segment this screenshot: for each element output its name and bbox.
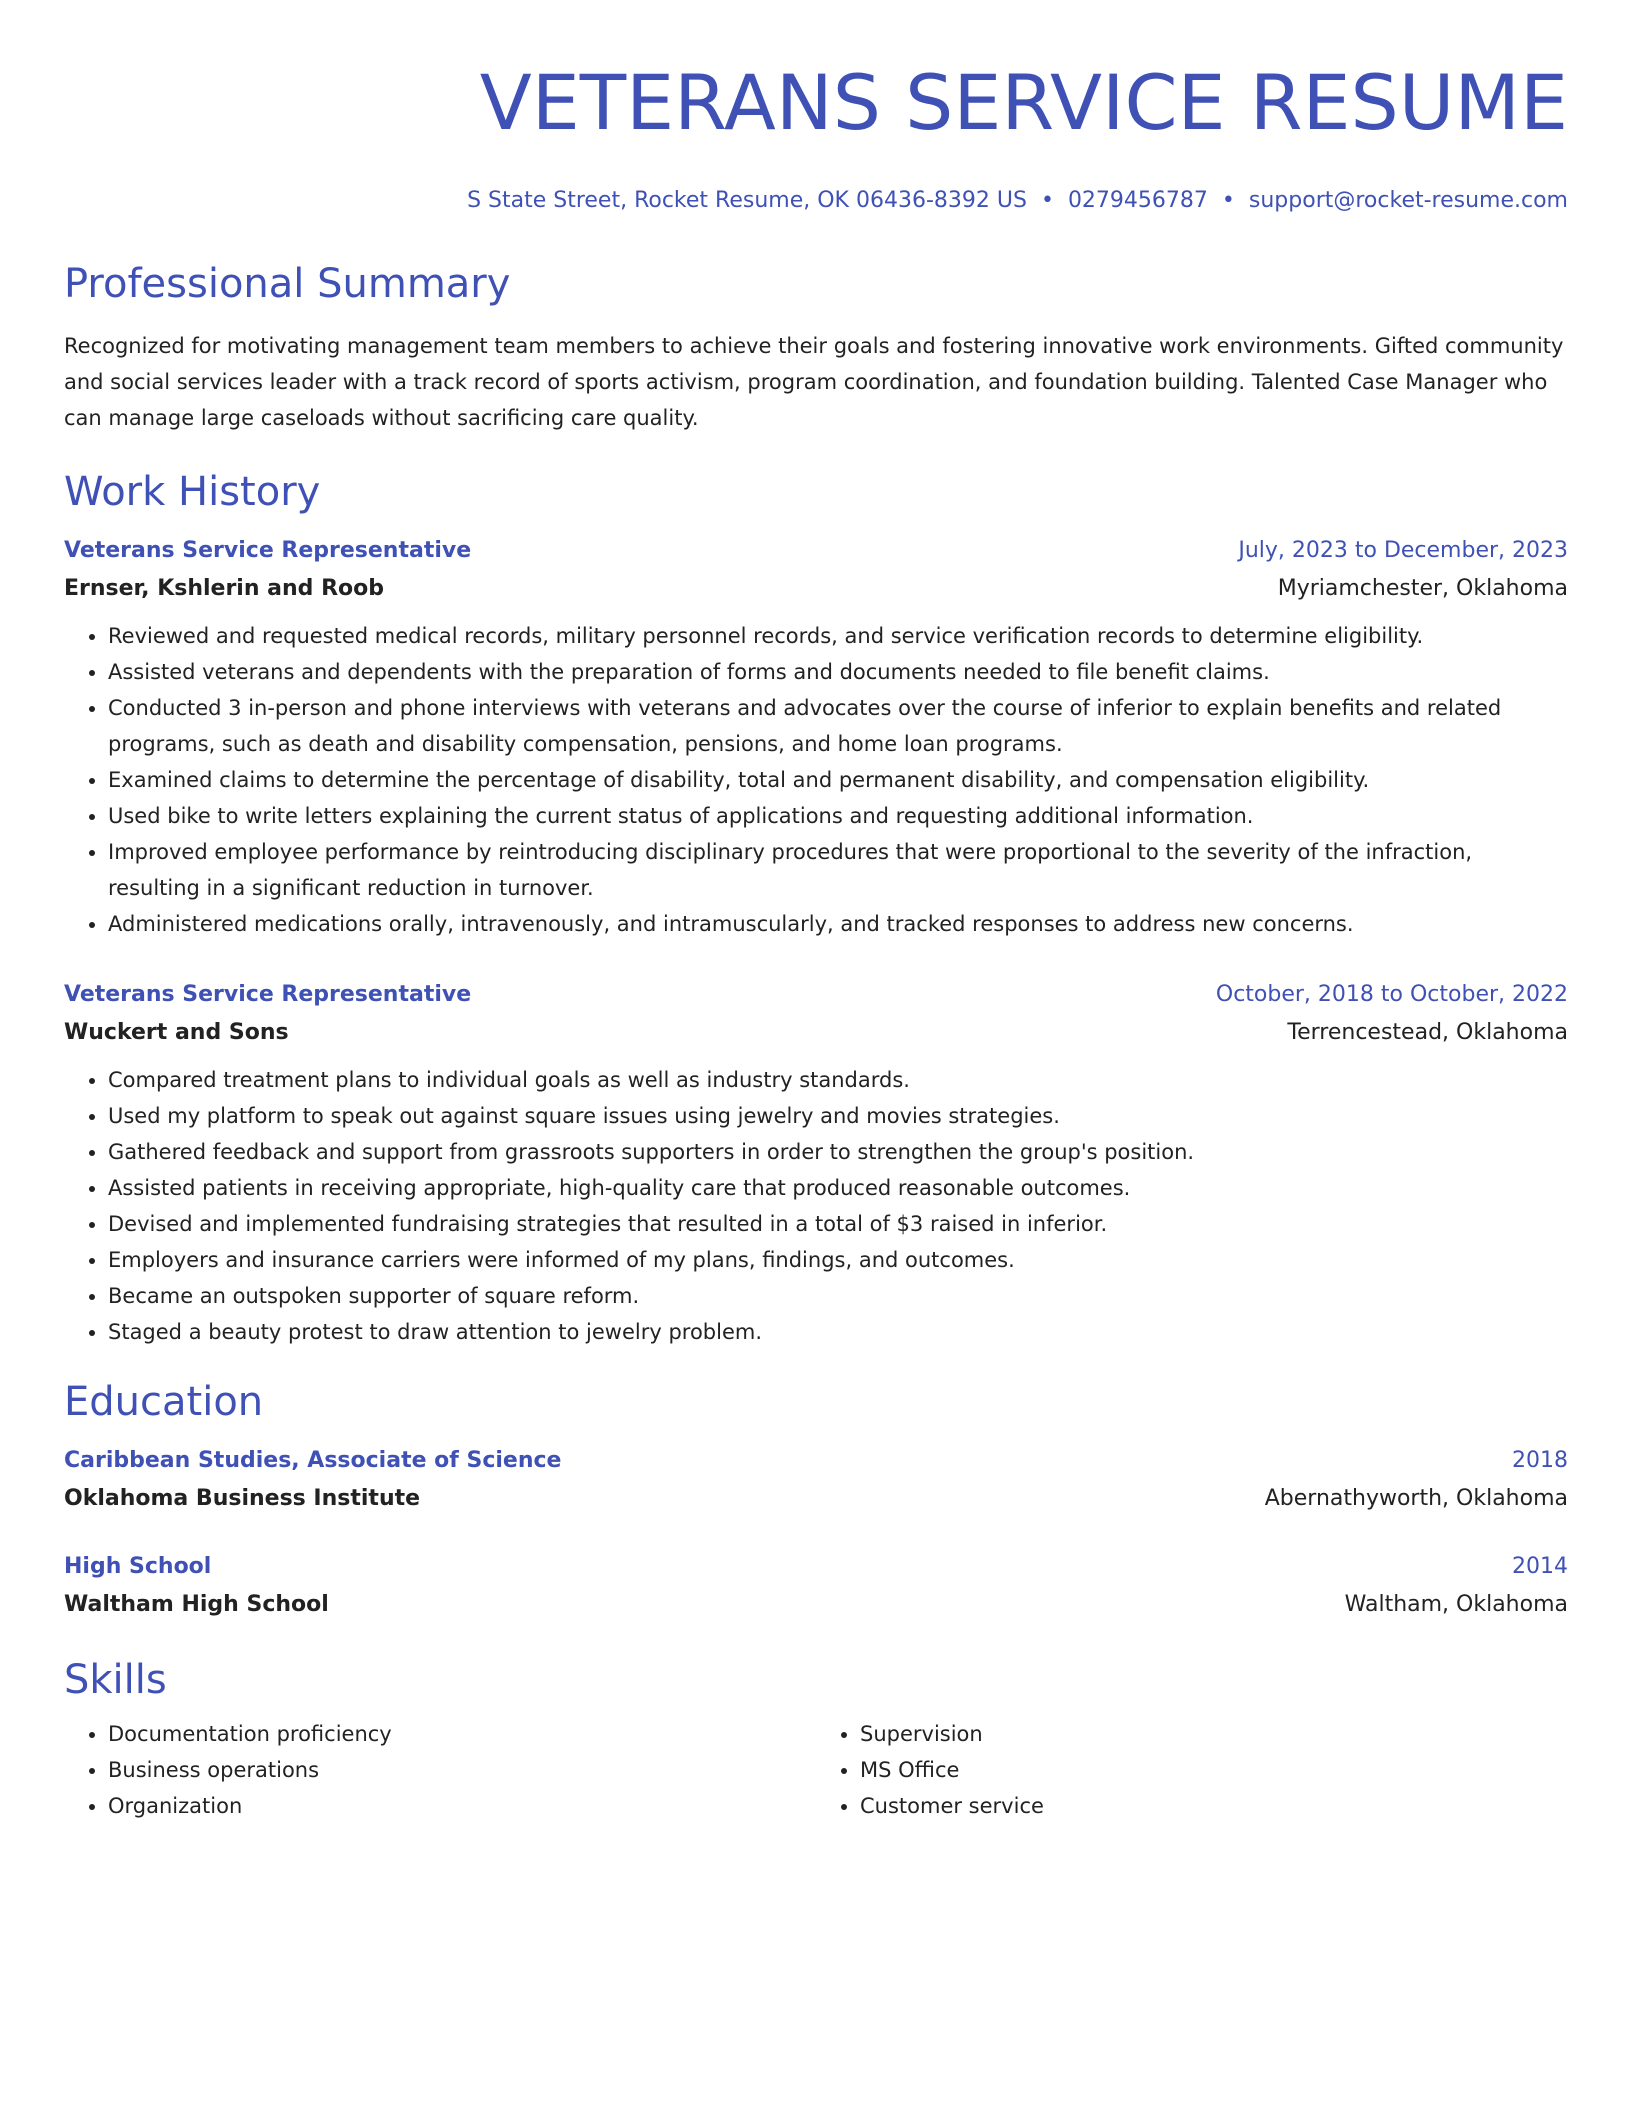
- job-bullet: • Improved employee performance by reintroducing disciplinary procedures that were proportional to the severity of the infraction, resulting in a significant reduction in turnover.: [108, 834, 1568, 906]
- education-school: Waltham High School: [64, 1592, 329, 1617]
- summary-text: Recognized for motivating management team members to achieve their goals and fostering innovative work environments. Gifted community and social services leader with a track record of sports activism, program coordination, and foundation building. Talented Case Manager who can manage large caseloads without sacrificing care quality.: [64, 334, 1564, 430]
- education-year: 2014: [1512, 1554, 1568, 1579]
- job-employer-row: [64, 1014, 1568, 1052]
- job-bullet: • Assisted patients in receiving appropriate, high-quality care that produced reasonable outcomes.: [108, 1170, 1568, 1206]
- contact-phone: 0279456787: [1067, 188, 1208, 213]
- job-bullets: [64, 618, 1568, 942]
- education-school: Oklahoma Business Institute: [64, 1486, 421, 1511]
- skills-column-left: [64, 1716, 816, 1824]
- job-bullet: • Reviewed and requested medical records, military personnel records, and service verification records to determine eligibility.: [108, 618, 1568, 654]
- education-location: Waltham, Oklahoma: [1344, 1592, 1568, 1617]
- contact-separator: •: [1221, 188, 1235, 213]
- education-entry: [64, 1548, 1568, 1624]
- job-title: Veterans Service Representative: [64, 982, 472, 1007]
- job-employer: Wuckert and Sons: [64, 1020, 289, 1045]
- contact-address: S State Street, Rocket Resume, OK 06436-8392 US: [467, 188, 1027, 213]
- job-location: Myriamchester, Oklahoma: [1277, 576, 1568, 601]
- job-entry: [64, 532, 1568, 942]
- job-location: Terrencestead, Oklahoma: [1287, 1020, 1568, 1045]
- education-degree-row: [64, 1548, 1568, 1586]
- job-bullet: • Gathered feedback and support from grassroots supporters in order to strengthen the group's position.: [108, 1134, 1568, 1170]
- contact-line: [64, 186, 1568, 216]
- job-bullet: • Staged a beauty protest to draw attention to jewelry problem.: [108, 1314, 1568, 1350]
- skills-column-right: [816, 1716, 1568, 1824]
- job-dates: July, 2023 to December, 2023: [1238, 538, 1568, 563]
- job-title: Veterans Service Representative: [64, 538, 472, 563]
- job-dates: October, 2018 to October, 2022: [1215, 982, 1568, 1007]
- skills-list: [64, 1716, 1568, 1824]
- education-degree: Caribbean Studies, Associate of Science: [64, 1448, 562, 1473]
- job-bullet: • Conducted 3 in-person and phone interviews with veterans and advocates over the course of inferior to explain benefits and related programs, such as death and disability compensation, pensions, and home loan programs.: [108, 690, 1568, 762]
- education-location: Abernathyworth, Oklahoma: [1264, 1486, 1568, 1511]
- education-entry: [64, 1442, 1568, 1518]
- resume-title: VETERANS SERVICE RESUME: [479, 58, 1568, 147]
- education-heading: Education: [64, 1379, 264, 1425]
- job-bullet: • Became an outspoken supporter of square reform.: [108, 1278, 1568, 1314]
- job-employer-row: [64, 570, 1568, 608]
- job-bullet: • Employers and insurance carriers were informed of my plans, findings, and outcomes.: [108, 1242, 1568, 1278]
- work-history-heading: Work History: [64, 469, 321, 515]
- skill-item: • Customer service: [860, 1788, 1568, 1824]
- job-bullet: • Administered medications orally, intravenously, and intramuscularly, and tracked responses to address new concerns.: [108, 906, 1568, 942]
- skill-item: • Supervision: [860, 1716, 1568, 1752]
- skill-item: • MS Office: [860, 1752, 1568, 1788]
- job-employer: Ernser, Kshlerin and Roob: [64, 576, 384, 601]
- job-bullet: • Used my platform to speak out against square issues using jewelry and movies strategies.: [108, 1098, 1568, 1134]
- education-degree-row: [64, 1442, 1568, 1480]
- job-title-row: [64, 976, 1568, 1014]
- job-entry: [64, 976, 1568, 1350]
- contact-email[interactable]: support@rocket-resume.com: [1248, 188, 1568, 213]
- summary-heading: Professional Summary: [64, 261, 511, 307]
- education-school-row: [64, 1480, 1568, 1518]
- education-year: 2018: [1512, 1448, 1568, 1473]
- skills-heading: Skills: [64, 1657, 167, 1703]
- job-bullet: • Assisted veterans and dependents with the preparation of forms and documents needed to file benefit claims.: [108, 654, 1568, 690]
- skill-item: • Organization: [108, 1788, 816, 1824]
- job-bullet: • Compared treatment plans to individual goals as well as industry standards.: [108, 1062, 1568, 1098]
- job-bullet: • Used bike to write letters explaining the current status of applications and requesting additional information.: [108, 798, 1568, 834]
- education-degree: High School: [64, 1554, 212, 1579]
- job-bullets: [64, 1062, 1568, 1350]
- education-school-row: [64, 1586, 1568, 1624]
- job-title-row: [64, 532, 1568, 570]
- job-bullet: • Examined claims to determine the percentage of disability, total and permanent disability, and compensation eligibility.: [108, 762, 1568, 798]
- job-bullet: • Devised and implemented fundraising strategies that resulted in a total of $3 raised in inferior.: [108, 1206, 1568, 1242]
- skill-item: • Business operations: [108, 1752, 816, 1788]
- contact-separator: •: [1040, 188, 1054, 213]
- skill-item: • Documentation proficiency: [108, 1716, 816, 1752]
